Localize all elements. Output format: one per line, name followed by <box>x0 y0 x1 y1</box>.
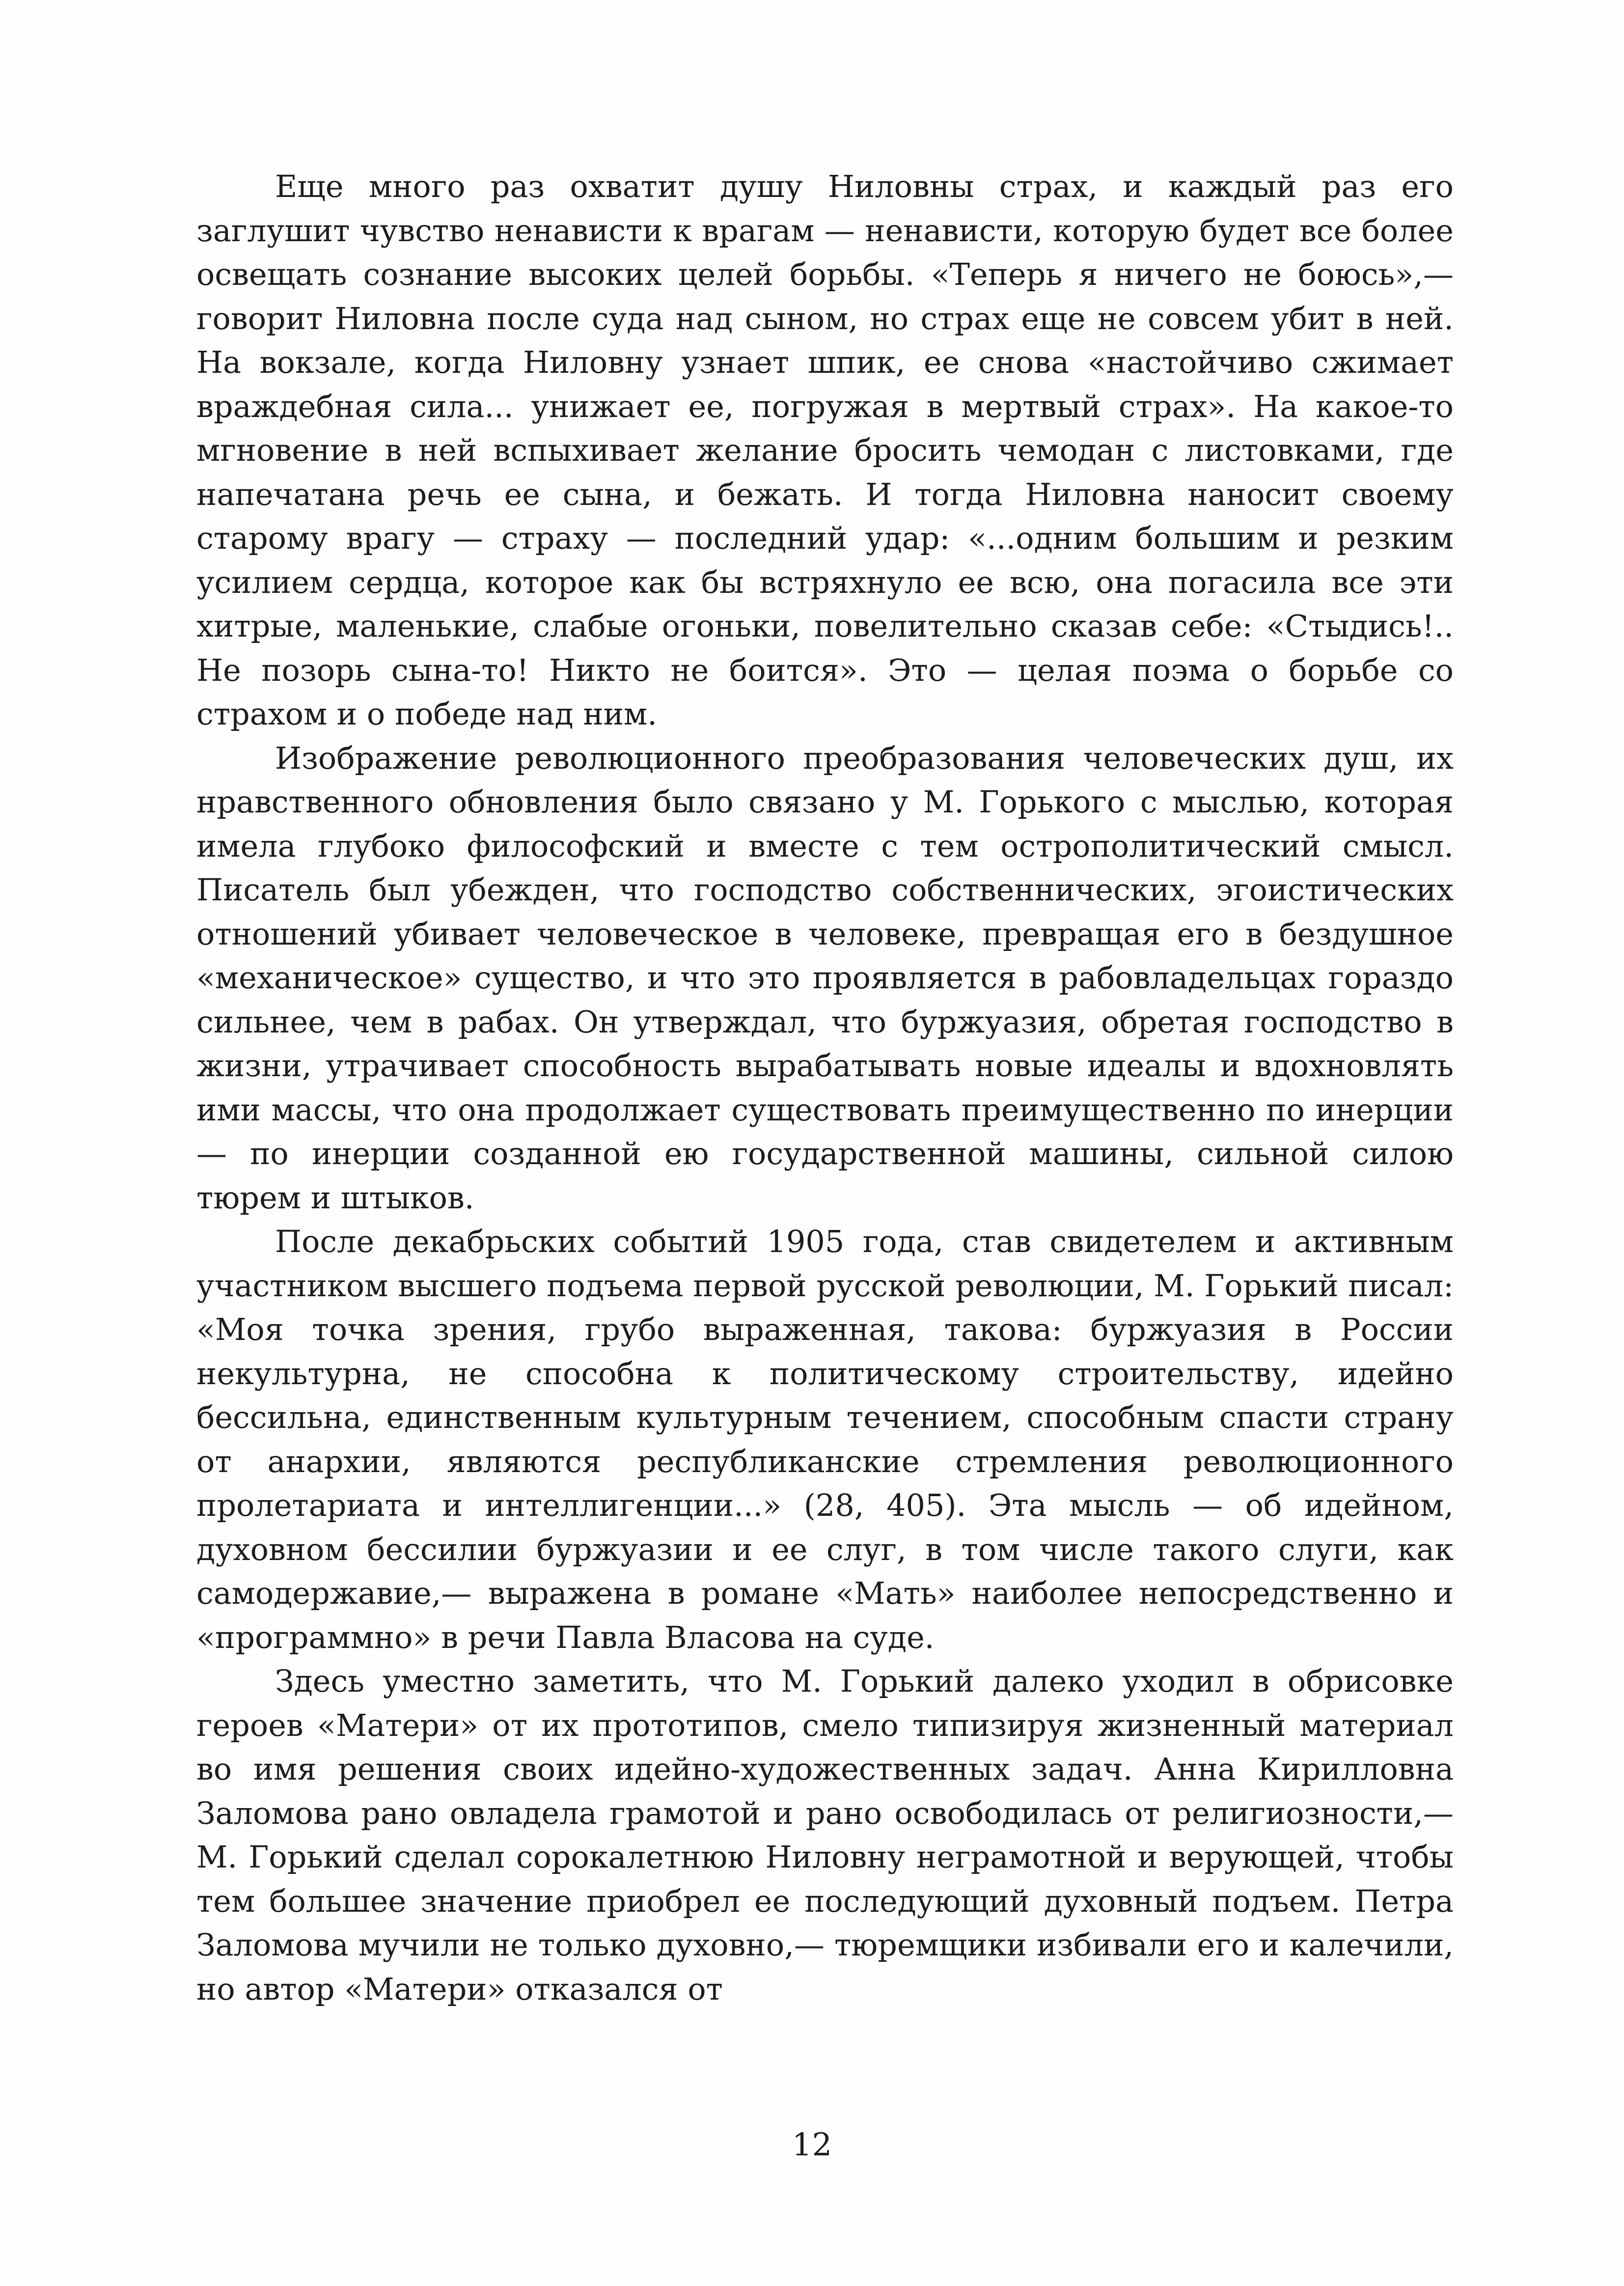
paragraph-4: Здесь уместно заметить, что М. Горький далеко уходил в обрисовке героев «Матери» от их прототипов, смело типизируя жизненный материал во имя решения своих идейно-художественных задач. Анна Кирилловна Заломова рано овладела грамотой и рано освободилась от религиозности,— М. Горький сделал сорокалетнюю Ниловну неграмотной и верующей, чтобы тем большее значение приобрел ее последующий духовный подъем. Петра Заломова мучили не только духовно,— тюремщики избивали его и калечили, но автор «Матери» отказался от <box>196 1663 1454 2007</box>
page-number: 12 <box>792 2127 832 2163</box>
paragraph-2: Изображение революционного преобразования человеческих душ, их нравственного обновления было связано у М. Горького с мыслью, которая имела глубоко философский и вместе с тем острополитический смысл. Писатель был убежден, что господство собственнических, эгоистических отношений убивает человеческое в человеке, превращая его в бездушное «механическое» существо, и что это проявляется в рабовладельцах гораздо сильнее, чем в рабах. Он утверждал, что буржуазия, обретая господство в жизни, утрачивает способность вырабатывать новые идеалы и вдохновлять ими массы, что она продолжает существовать преимущественно по инерции — по инерции созданной ею государственной машины, сильной силою тюрем и штыков. <box>196 740 1454 1216</box>
page-body-text <box>196 165 1454 2011</box>
paragraph-1: Еще много раз охватит душу Ниловны страх, и каждый раз его заглушит чувство ненависти к врагам — ненависти, которую будет все более освещать сознание высоких целей борьбы. «Теперь я ничего не боюсь»,— говорит Ниловна после суда над сыном, но страх еще не совсем убит в ней. На вокзале, когда Ниловну узнает шпик, ее снова «настойчиво сжимает враждебная сила... унижает ее, погружая в мертвый страх». На какое-то мгновение в ней вспыхивает желание бросить чемодан с листовками, где напечатана речь ее сына, и бежать. И тогда Ниловна наносит своему старому врагу — страху — последний удар: «...одним большим и резким усилием сердца, которое как бы встряхнуло ее всю, она погасила все эти хитрые, маленькие, слабые огоньки, повелительно сказав себе: «Стыдись!.. Не позорь сына-то! Никто не боится». Это — целая поэма о борьбе со страхом и о победе над ним. <box>196 168 1454 732</box>
paragraph-3: После декабрьских событий 1905 года, став свидетелем и активным участником высшего подъема первой русской революции, М. Горький писал: «Моя точка зрения, грубо выраженная, такова: буржуазия в России некультурна, не способна к политическому строительству, идейно бессильна, единственным культурным течением, способным спасти страну от анархии, являются республиканские стремления революционного пролетариата и интеллигенции...» (28, 405). Эта мысль — об идейном, духовном бессилии буржуазии и ее слуг, в том числе такого слуги, как самодержавие,— выражена в романе «Мать» наиболее непосредственно и «программно» в речи Павла Власова на суде. <box>196 1224 1454 1655</box>
